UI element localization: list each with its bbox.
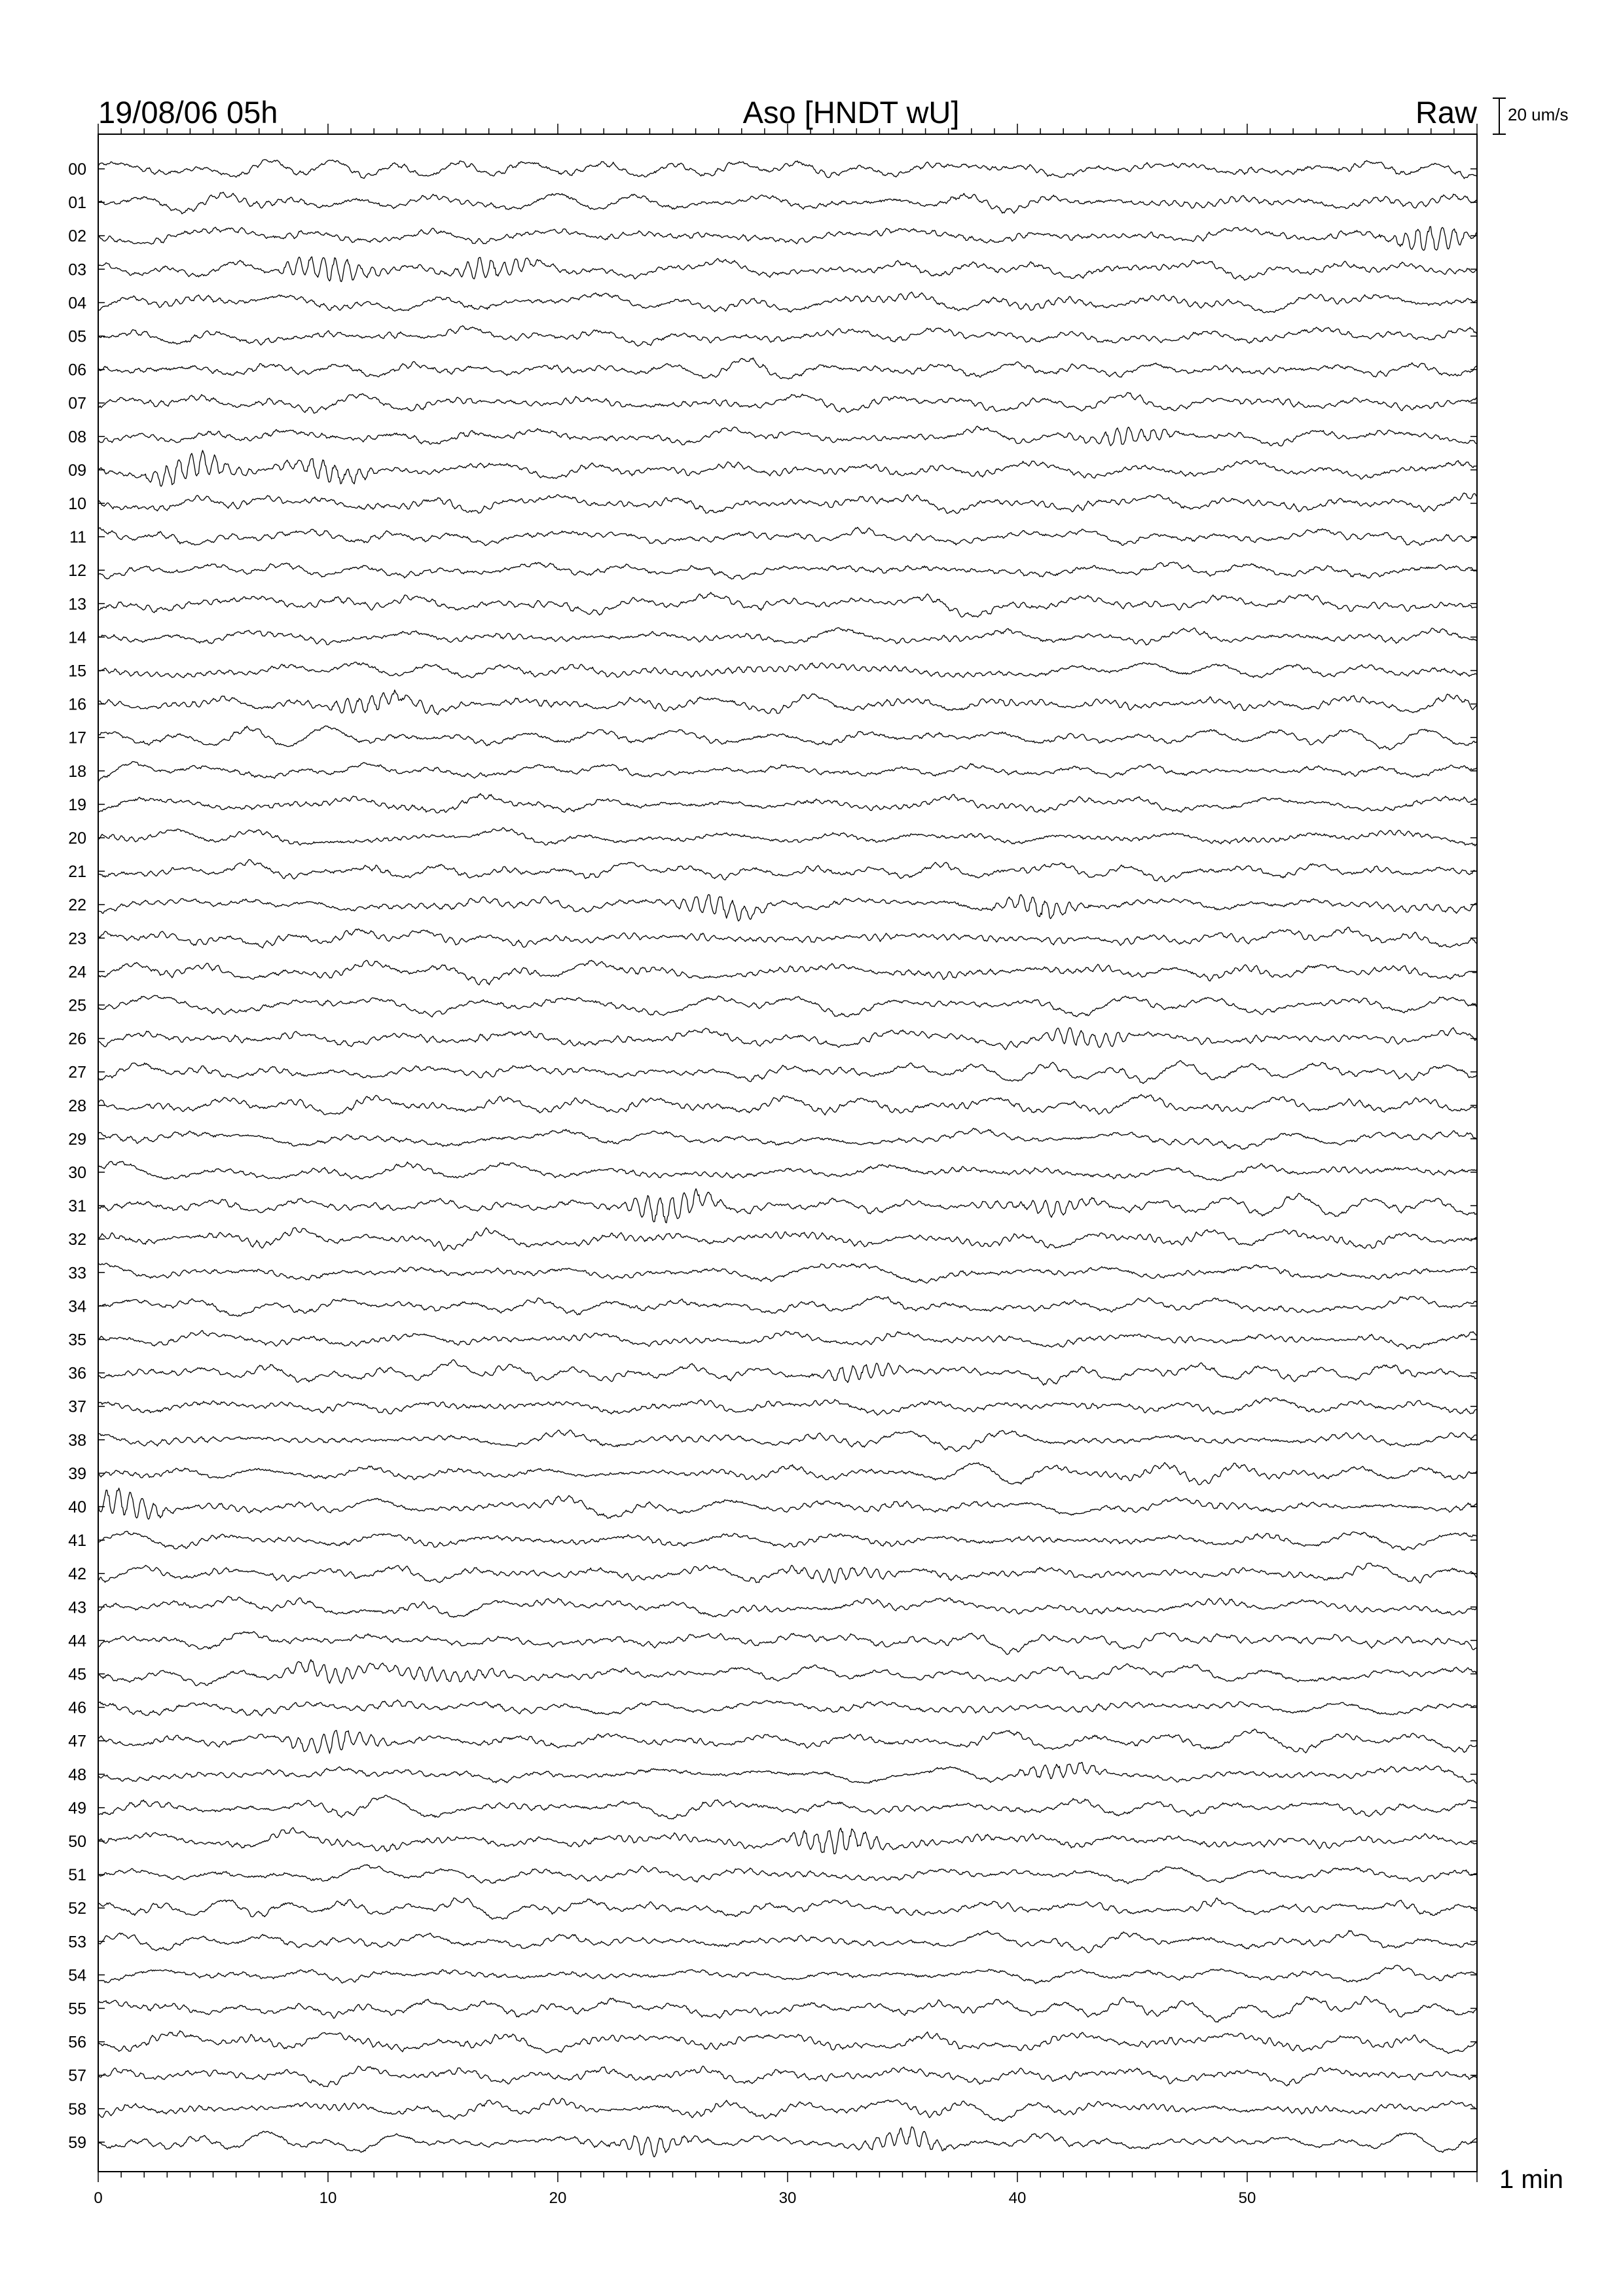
row-label: 35 — [68, 1331, 86, 1350]
row-label: 51 — [68, 1866, 86, 1885]
trace-row-44 — [98, 1632, 1477, 1655]
trace-row-50 — [98, 1827, 1477, 1854]
trace-row-05 — [98, 326, 1477, 346]
trace-row-10 — [98, 493, 1477, 513]
trace-row-38 — [98, 1430, 1477, 1452]
x-tick-label: 10 — [319, 2189, 337, 2207]
trace-row-35 — [98, 1331, 1477, 1349]
row-label: 08 — [68, 427, 86, 446]
trace-row-53 — [98, 1930, 1477, 1952]
trace-row-19 — [98, 793, 1477, 813]
row-label: 13 — [68, 595, 86, 614]
trace-row-40 — [98, 1488, 1477, 1520]
row-label: 40 — [68, 1498, 86, 1516]
row-label: 24 — [68, 963, 86, 982]
mode-label: Raw — [1415, 95, 1477, 130]
row-label: 12 — [68, 562, 86, 581]
trace-row-46 — [98, 1700, 1477, 1716]
row-label: 20 — [68, 829, 86, 848]
trace-row-11 — [98, 528, 1477, 546]
row-label: 15 — [68, 662, 86, 681]
trace-row-55 — [98, 1996, 1477, 2022]
row-label: 05 — [68, 327, 86, 346]
row-label: 09 — [68, 461, 86, 480]
row-label: 57 — [68, 2066, 86, 2085]
trace-row-32 — [98, 1228, 1477, 1251]
row-label: 37 — [68, 1397, 86, 1416]
row-label: 34 — [68, 1297, 86, 1316]
trace-row-16 — [98, 690, 1477, 715]
chart-title: Aso [HNDT wU] — [742, 95, 960, 130]
row-label: 44 — [68, 1632, 86, 1651]
trace-row-48 — [98, 1763, 1477, 1784]
row-label: 04 — [68, 294, 86, 313]
x-tick-label: 20 — [549, 2189, 567, 2207]
row-label: 00 — [68, 160, 86, 179]
trace-row-56 — [98, 2031, 1477, 2054]
plot-frame — [98, 134, 1477, 2172]
trace-row-58 — [98, 2098, 1477, 2121]
scale-bar-label: 20 um/s — [1508, 105, 1569, 124]
trace-row-09 — [98, 450, 1477, 486]
trace-row-28 — [98, 1094, 1477, 1115]
row-label: 42 — [68, 1565, 86, 1584]
trace-row-34 — [98, 1297, 1477, 1316]
trace-row-18 — [98, 762, 1477, 783]
row-label: 16 — [68, 695, 86, 714]
row-label: 23 — [68, 929, 86, 948]
trace-row-26 — [98, 1028, 1477, 1050]
x-tick-label: 0 — [94, 2189, 103, 2207]
trace-row-30 — [98, 1161, 1477, 1180]
trace-row-39 — [98, 1463, 1477, 1485]
trace-row-02 — [98, 226, 1477, 250]
row-label: 39 — [68, 1464, 86, 1483]
trace-row-31 — [98, 1189, 1477, 1223]
trace-row-54 — [98, 1965, 1477, 1984]
row-label: 11 — [69, 528, 86, 547]
row-label: 10 — [68, 495, 86, 513]
trace-row-08 — [98, 426, 1477, 446]
trace-row-25 — [98, 996, 1477, 1017]
trace-row-41 — [98, 1532, 1477, 1551]
trace-row-43 — [98, 1596, 1477, 1617]
row-label: 41 — [68, 1532, 86, 1551]
row-label: 26 — [68, 1030, 86, 1049]
x-tick-label: 30 — [778, 2189, 797, 2207]
trace-row-00 — [98, 160, 1477, 179]
row-label: 38 — [68, 1431, 86, 1450]
row-label: 27 — [68, 1063, 86, 1082]
row-label: 07 — [68, 394, 86, 413]
row-label: 50 — [68, 1833, 86, 1851]
trace-row-45 — [98, 1660, 1477, 1686]
trace-row-47 — [98, 1729, 1477, 1753]
row-label: 52 — [68, 1899, 86, 1918]
trace-row-27 — [98, 1060, 1477, 1083]
row-label: 02 — [68, 227, 86, 246]
trace-row-49 — [98, 1795, 1477, 1819]
row-label: 56 — [68, 2033, 86, 2052]
trace-row-21 — [98, 859, 1477, 882]
trace-row-59 — [98, 2127, 1477, 2157]
trace-row-23 — [98, 927, 1477, 948]
row-label: 43 — [68, 1598, 86, 1617]
row-label: 03 — [68, 260, 86, 279]
row-label: 49 — [68, 1799, 86, 1818]
trace-row-06 — [98, 358, 1477, 379]
row-label: 47 — [68, 1732, 86, 1751]
trace-row-15 — [98, 662, 1477, 678]
trace-row-14 — [98, 628, 1477, 645]
row-label: 58 — [68, 2100, 86, 2119]
trace-row-37 — [98, 1398, 1477, 1415]
header-datetime: 19/08/06 05h — [98, 95, 278, 130]
trace-row-12 — [98, 562, 1477, 579]
trace-row-51 — [98, 1865, 1477, 1884]
row-label: 53 — [68, 1933, 86, 1952]
row-label: 06 — [68, 361, 86, 380]
x-tick-label: 40 — [1008, 2189, 1027, 2207]
row-label: 46 — [68, 1698, 86, 1717]
row-label: 32 — [68, 1230, 86, 1249]
trace-row-57 — [98, 2066, 1477, 2087]
x-tick-label: 50 — [1238, 2189, 1256, 2207]
row-label: 21 — [68, 863, 86, 882]
row-label: 33 — [68, 1264, 86, 1283]
row-label: 14 — [68, 628, 86, 647]
trace-row-01 — [98, 192, 1477, 214]
trace-row-17 — [98, 726, 1477, 750]
row-label: 59 — [68, 2133, 86, 2152]
row-label: 29 — [68, 1130, 86, 1149]
row-label: 55 — [68, 2000, 86, 2018]
row-label: 31 — [68, 1197, 86, 1216]
row-label: 25 — [68, 996, 86, 1015]
trace-row-52 — [98, 1898, 1477, 1920]
trace-row-04 — [98, 292, 1477, 313]
trace-row-36 — [98, 1360, 1477, 1386]
trace-row-42 — [98, 1563, 1477, 1583]
trace-row-13 — [98, 592, 1477, 617]
row-label: 28 — [68, 1096, 86, 1115]
row-label: 54 — [68, 1966, 86, 1985]
trace-row-24 — [98, 960, 1477, 985]
trace-row-07 — [98, 393, 1477, 413]
row-label: 36 — [68, 1364, 86, 1383]
trace-row-20 — [98, 828, 1477, 846]
row-label: 48 — [68, 1765, 86, 1784]
row-label: 17 — [68, 728, 86, 747]
row-label: 01 — [68, 194, 86, 213]
row-label: 19 — [68, 795, 86, 814]
row-label: 22 — [68, 896, 86, 915]
trace-row-29 — [98, 1128, 1477, 1149]
trace-row-03 — [98, 257, 1477, 281]
row-label: 45 — [68, 1665, 86, 1684]
trace-row-22 — [98, 895, 1477, 922]
row-label: 30 — [68, 1164, 86, 1182]
x-axis-unit-label: 1 min — [1499, 2165, 1563, 2194]
row-label: 18 — [68, 762, 86, 781]
trace-row-33 — [98, 1263, 1477, 1283]
